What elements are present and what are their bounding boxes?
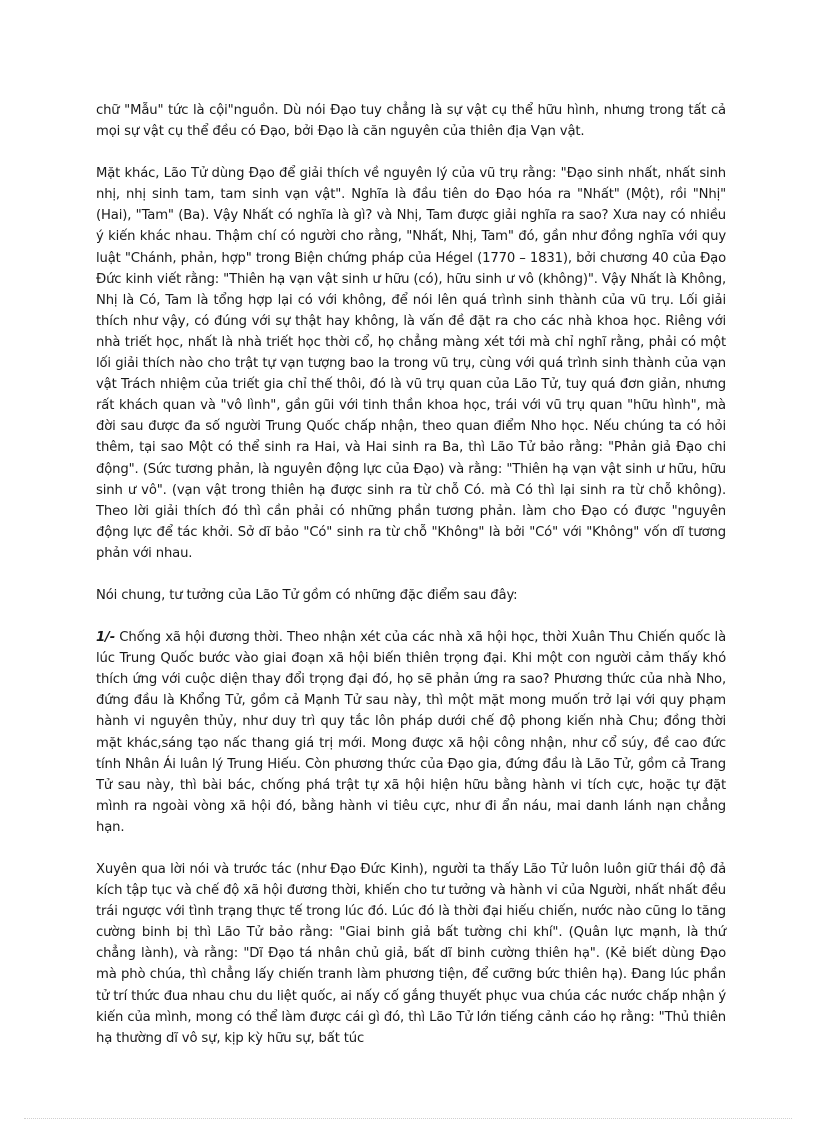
- paragraph-3: Nói chung, tư tưởng của Lão Tử gồm có những đặc điểm sau đây:: [96, 587, 518, 603]
- document-page: [96, 100, 726, 1049]
- paragraph-gap: [96, 142, 726, 163]
- paragraph-gap: [96, 606, 726, 627]
- paragraph-5: Xuyên qua lời nói và trước tác (như Đạo Đức Kinh), người ta thấy Lão Tử luôn luôn giữ thái độ đả kích tập tục và chế độ xã hội đương thời, khiến cho tư tưởng và hành vi của Người, nhất nhất đều trái ngược với tình trạng thực tế trong lúc đó. Lúc đó là thời đại hiếu chiến, nước nào cũng lo tăng cường binh bị thì Lão Tử bảo rằng: "Giai binh giả bất tường chi khí". (Quân lực mạnh, là thứ chẳng lành), và rằng: "Dĩ Đạo tá nhân chủ giả, bất dĩ binh cường thiên hạ". (Kẻ biết dùng Đạo mà phò chúa, thì chẳng lấy chiến tranh làm phương tiện, để cưỡng bức thiên hạ). Đang lúc phần tử trí thức đua nhau chu du liệt quốc, ai nấy cố gắng thuyết phục vua chúa các nước chấp nhận ý kiến của mình, mong có thể làm được cái gì đó, thì Lão Tử lớn tiếng cảnh cáo họ rằng: "Thủ thiên hạ thường dĩ vô sự, kịp kỳ hữu sự, bất túc: [96, 862, 726, 1046]
- page-bottom-divider: [24, 1118, 792, 1119]
- paragraph-2: Mặt khác, Lão Tử dùng Đạo để giải thích về nguyên lý của vũ trụ rằng: "Đạo sinh nhất, nhất sinh nhị, nhị sinh tam, tam sinh vạn vật". Nghĩa là đầu tiên do Đạo hóa ra "Nhất" (Một), rồi "Nhị" (Hai), "Tam" (Ba). Vậy Nhất có nghĩa là gì? và Nhị, Tam được giải nghĩa ra sao? Xưa nay có nhiều ý kiến khác nhau. Thậm chí có người cho rằng, "Nhất, Nhị, Tam" đó, gần như đồng nghĩa với quy luật "Chánh, phản, hợp" trong Biện chứng pháp của Hégel (1770 – 1831), bởi chương 40 của Đạo Đức kinh viết rằng: "Thiên hạ vạn vật sinh ư hữu (có), hữu sinh ư vô (không)". Vậy Nhất là Không, Nhị là Có, Tam là tổng hợp lại có với không, để nói lên quá trình sinh thành của vũ trụ. Lối giải thích như vậy, có đúng với sự thật hay không, là vấn đề đặt ra cho các nhà khoa học. Riêng với nhà triết học, nhất là nhà triết học thời cổ, họ chẳng màng xét tới mà chỉ nghĩ rằng, phải có một lối giải thích nào cho trật tự vạn tượng bao la trong vũ trụ, cùng với quá trình sinh thành của vạn vật Trách nhiệm của triết gia chỉ thế thôi, đó là vũ trụ quan của Lão Tử, tuy quá đơn giản, nhưng rất khách quan và "vô lình", gần gũi với tinh thần khoa học, trái với vũ trụ quan "hữu hình", mà đời sau được đa số người Trung Quốc chấp nhận, theo quan điểm Nho học. Nếu chúng ta có hỏi thêm, tại sao Một có thể sinh ra Hai, và Hai sinh ra Ba, thì Lão Tử bảo rằng: "Phản giả Đạo chi động". (Sức tương phản, là nguyên động lực của Đạo) và rằng: "Thiên hạ vạn vật sinh ư hữu, hữu sinh ư vô". (vạn vật trong thiên hạ được sinh ra từ chỗ Có. mà Có thì lại sinh ra từ chỗ không). Theo lời giải thích đó thì cần phải có những phần tương phản. làm cho Đạo có được "nguyên động lực để tác khởi. Sở dĩ bảo "Có" sinh ra từ chỗ "Không" là bởi "Có" với "Không" vốn dĩ tương phản với nhau.: [96, 166, 726, 561]
- paragraph-gap: [96, 838, 726, 859]
- list-number: 1/-: [96, 630, 116, 646]
- paragraph-gap: [96, 564, 726, 585]
- paragraph-1: chữ "Mẫu" tức là cội"nguồn. Dù nói Đạo tuy chẳng là sự vật cụ thể hữu hình, nhưng trong tất cả mọi sự vật cụ thể đều có Đạo, bởi Đạo là căn nguyên của thiên địa Vạn vật.: [96, 103, 726, 140]
- paragraph-4: [96, 627, 726, 838]
- paragraph-4-text: Chống xã hội đương thời. Theo nhận xét của các nhà xã hội học, thời Xuân Thu Chiến quốc là lúc Trung Quốc bước vào giai đoạn xã hội biến thiên trọng đại. Khi một con người cảm thấy khó thích ứng với cuộc diện thay đổi trọng đại đó, họ sẽ phản ứng ra sao? Phương thức của nhà Nho, đứng đầu là Khổng Tử, gồm cả Mạnh Tử sau này, thì một mặt mong muốn trở lại với quy phạm hành vi nguyên thủy, như duy trì quy tắc lôn pháp dưới chế độ phong kiến nhà Chu; đồng thời mặt khác,sáng tạo nấc thang giá trị mới. Mong được xã hội công nhận, như cổ súy, đề cao đức tính Nhân Ái luân lý Trung Hiếu. Còn phương thức của Đạo gia, đứng đầu là Lão Tử, gồm cả Trang Tử sau này, thì bài bác, chống phá trật tự xã hội hiện hữu bằng hành vi tích cực, hoặc tự đặt mình ra ngoài vòng xã hội đó, bằng hành vi tiêu cực, như đi ẩn náu, mai danh lánh nạn chẳng hạn.: [96, 630, 726, 835]
